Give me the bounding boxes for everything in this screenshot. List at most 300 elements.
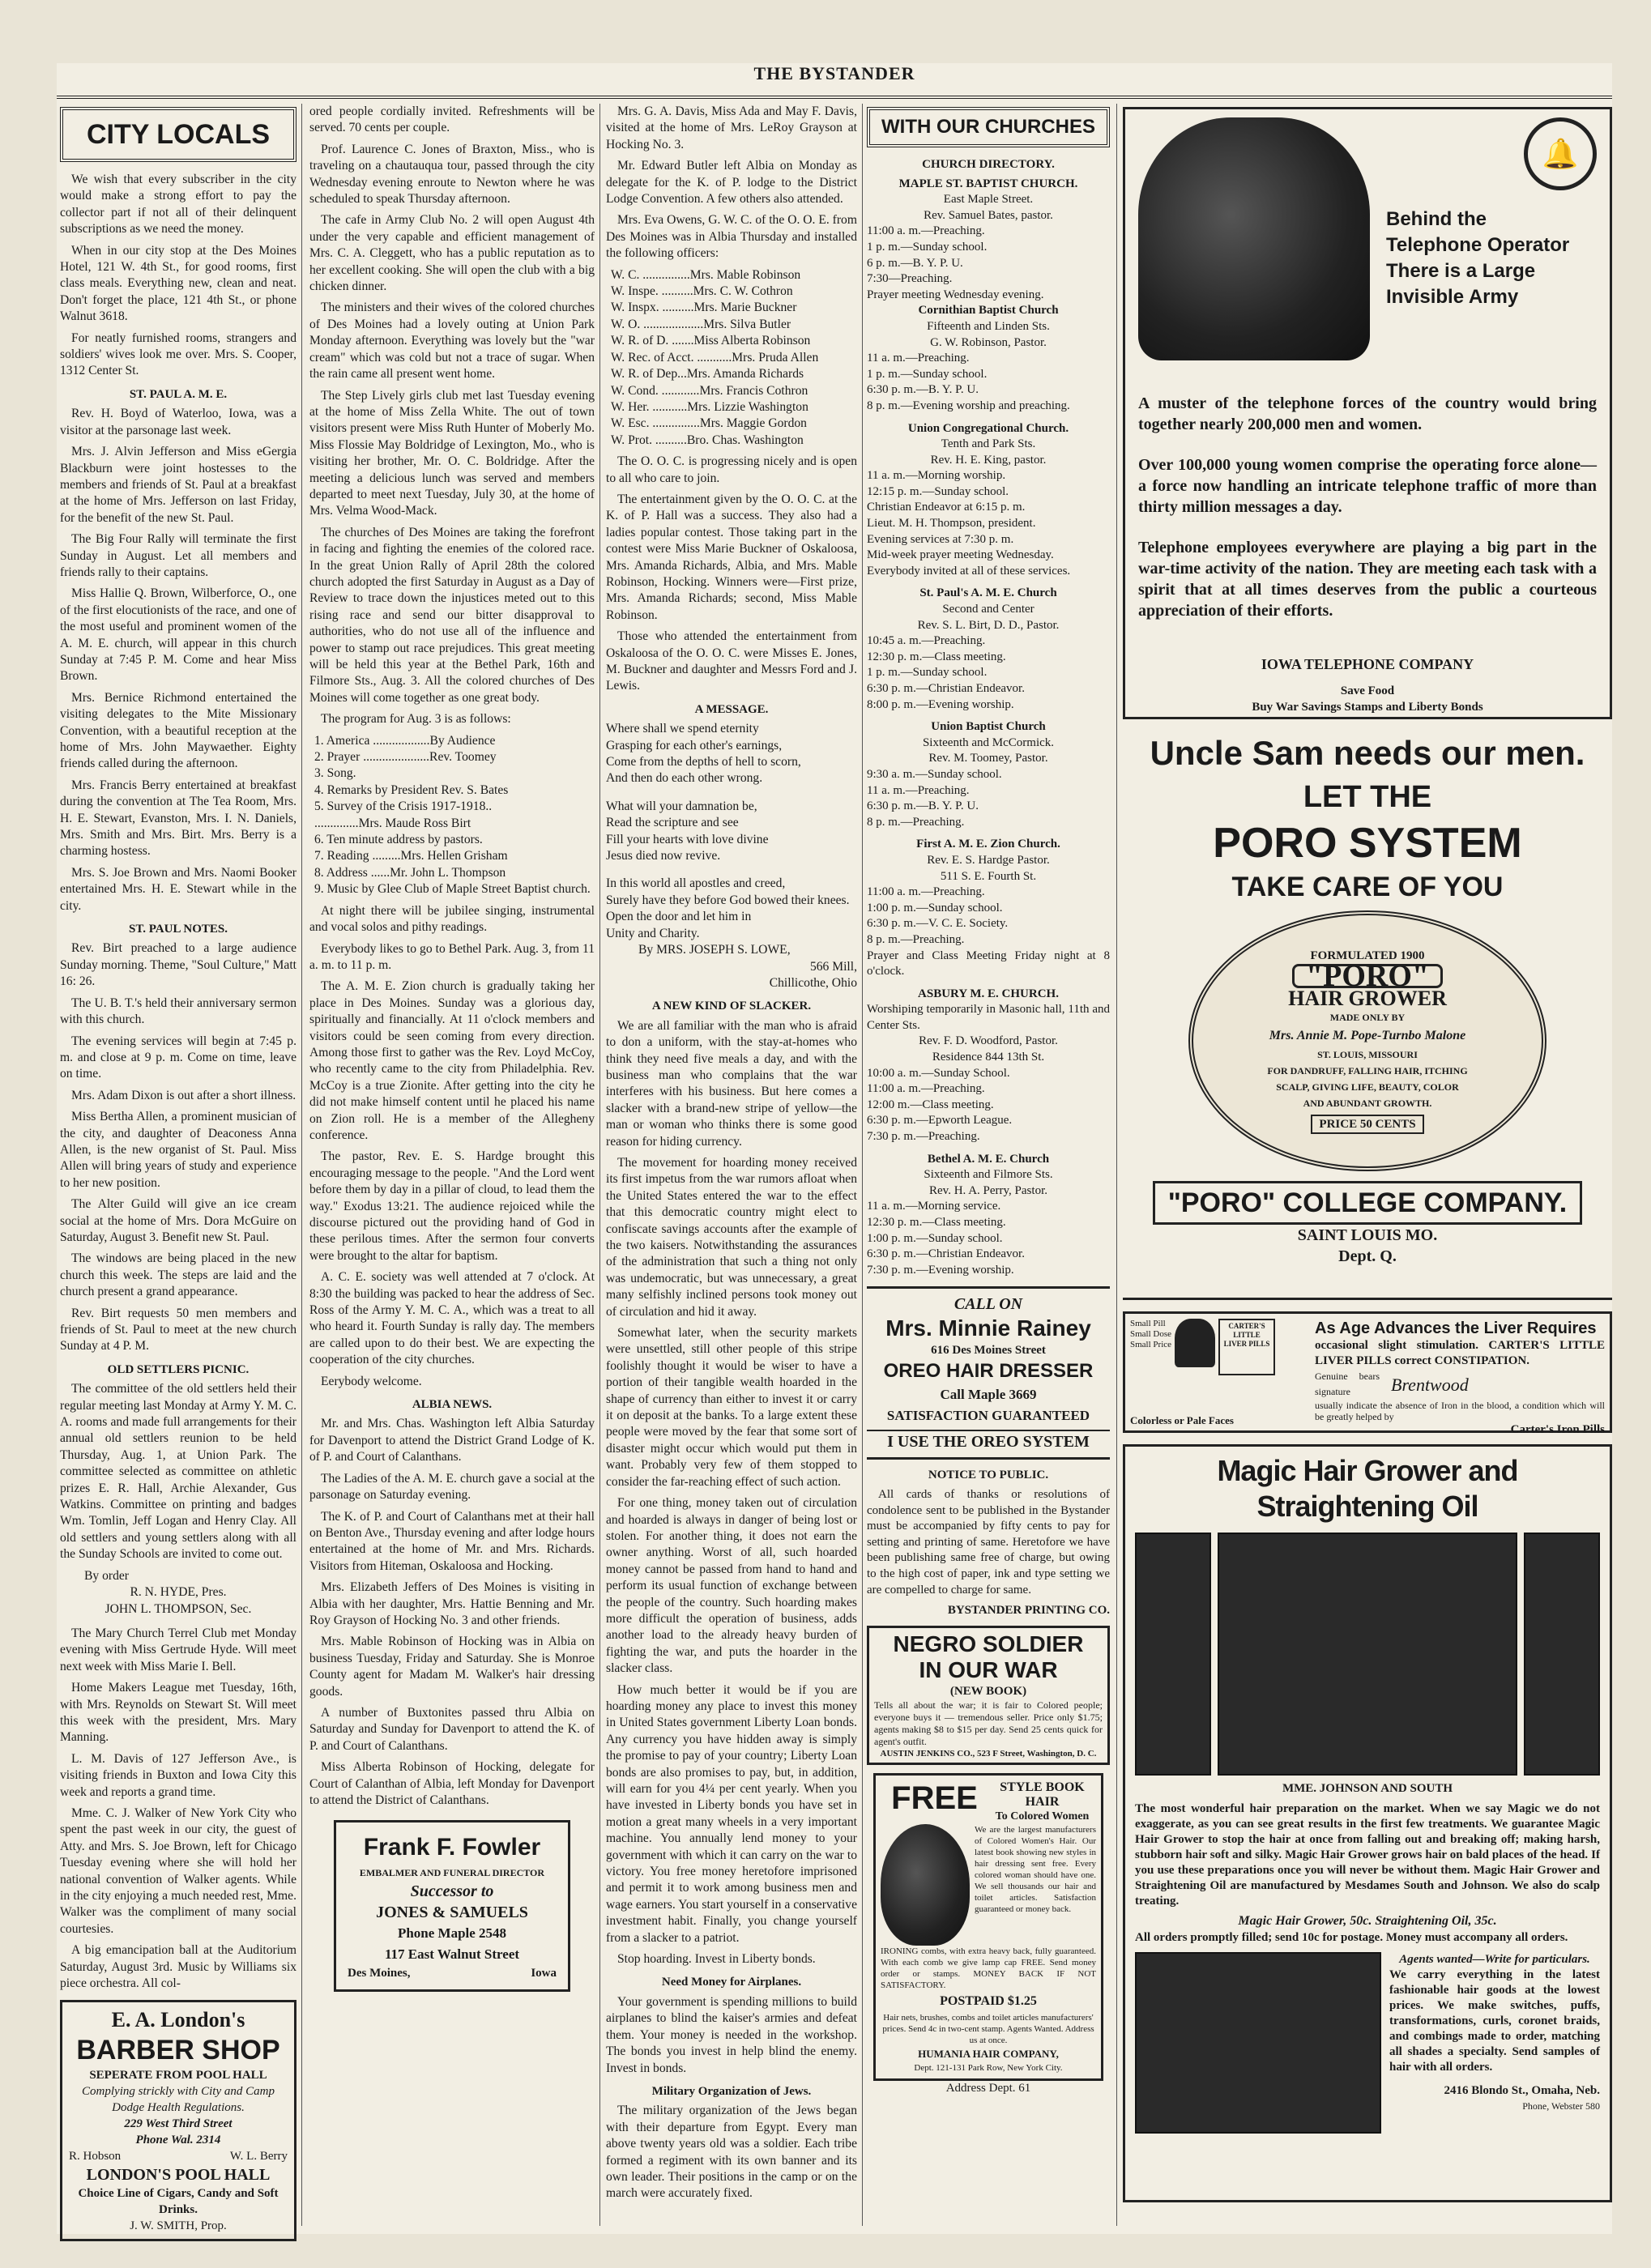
column-3 — [606, 104, 857, 2226]
church-service: 6:30 p. m.—B. Y. P. U. — [867, 799, 979, 813]
ad-address: 229 West Third Street — [124, 2117, 233, 2131]
poem-line: And then do each other wrong. — [606, 771, 763, 786]
telephone-operator-illustration-icon — [1138, 117, 1370, 360]
ad-header — [881, 1780, 1096, 1824]
church-name: MAPLE ST. BAPTIST CHURCH. — [898, 177, 1078, 190]
paragraph: The O. O. C. is progressing nicely and is open to all who care to join. — [606, 454, 857, 485]
column-2 — [309, 104, 595, 2226]
church-service: 11 a. m.—Preaching. — [867, 783, 970, 797]
section-heading: Need Money for Airplanes. — [661, 1976, 802, 1989]
church-service: 10:45 a. m.—Preaching. — [867, 634, 986, 648]
ad-dept: Dept. Q. — [1338, 1247, 1397, 1265]
ad-phone: Call Maple 3669 — [940, 1387, 1037, 1403]
ad-headline-line: Invisible Army — [1386, 286, 1519, 308]
ad-iron: Carter's Iron Pills — [1510, 1423, 1605, 1436]
paragraph: The Step Lively girls club met last Tuesday evening at the home of Miss Zella White. The out of town visitors present were Miss Ruth Hunter of Moberly Mo. Miss Flossie May Boldridge of Lexington, Mo., who is visiting her brother, Mr. O. C. Boldridge. After the meeting a delicious lunch was served and members departed to meet next Tuesday, July 30, at the home of Mrs. Velma Wood-Mack. — [309, 388, 595, 518]
church-name: Union Congregational Church. — [907, 421, 1069, 435]
ad-text: occasional slight stimulation. CARTER'S LITTLE LIVER PILLS correct CONSTIPATION. — [1315, 1339, 1605, 1367]
ad-text: IRONING combs, with extra heavy back, fully guaranteed. With each comb we give lamp cap FREE. Send money order or stamps. MONEY BACK IF NOT SATISFACTORY. — [881, 1946, 1096, 1990]
ad-names-row — [69, 2148, 288, 2164]
ad-pool: LONDON'S POOL HALL — [86, 2166, 271, 2185]
poem-author: By MRS. JOSEPH S. LOWE, — [638, 943, 791, 957]
section-heading: A NEW KIND OF SLACKER. — [651, 1000, 812, 1013]
church-pastor: G. W. Robinson, Pastor. — [930, 335, 1047, 349]
notice-signature: BYSTANDER PRINTING CO. — [947, 1604, 1110, 1618]
officer-item: W. Prot. ..........Bro. Chas. Washington — [611, 433, 804, 447]
church-service: Worshiping temporarily in Masonic hall, 11th and Center Sts. — [867, 1003, 1110, 1032]
ad-name-right: W. L. Berry — [229, 2150, 288, 2164]
poem-line: Where shall we spend eternity — [606, 722, 759, 736]
church-service: 6:30 p. m.—V. C. E. Society. — [867, 917, 1009, 931]
paragraph: Miss Hallie Q. Brown, Wilberforce, O., one of the first elocutionists of the race, and one of the most useful and prominent women of the A. M. E. church, will appear in this church Sunday at 7:45 P. M. Come and hear Miss Brown. — [60, 586, 296, 684]
hair-illustration-icon — [881, 1824, 970, 1946]
ad-text: Complying strickly with City and Camp Dodge Health Regulations. — [82, 2085, 275, 2115]
church-entry — [867, 177, 1110, 304]
church-address: 511 S. E. Fourth St. — [940, 869, 1037, 883]
paragraph: Somewhat later, when the security markets were unsettled, still other people of this stripe foolishly thought it would be wiser to have a portion of their tangible wealth hoarded in the shape of currency than either to invest it or carry it on deposit at the banks. To a large extent these people were moved by the fear that some sort of disaster might occur which would put them in want. Probably very few of them stopped to consider the far-reaching effect of such action. — [606, 1326, 857, 1489]
ad-dept: Address Dept. 61 — [945, 2081, 1031, 2095]
negro-soldier-ad — [867, 1626, 1110, 1765]
column-1 — [60, 104, 296, 2233]
ad-buy: Buy War Savings Stamps and Liberty Bonds — [1252, 701, 1483, 714]
ad-style — [988, 1780, 1096, 1824]
officer-item: W. Her. ...........Mrs. Lizzie Washington — [611, 399, 808, 414]
paragraph: Mrs. Adam Dixon is out after a short illness. — [71, 1088, 296, 1102]
ad-top — [1138, 117, 1597, 369]
paragraph: Mrs. S. Joe Brown and Mrs. Naomi Booker entertained Mrs. H. E. Stewart while in the city. — [60, 865, 296, 913]
church-service: 11 a. m.—Preaching. — [867, 352, 970, 365]
church-service: 6:30 p. m.—Christian Endeavor. — [867, 1247, 1025, 1261]
paragraph: ored people cordially invited. Refreshments will be served. 70 cents per couple. — [309, 104, 595, 135]
directory-heading: CHURCH DIRECTORY. — [922, 158, 1055, 171]
ad-price: Magic Hair Grower, 50c. Straightening Oil, 35c. — [1238, 1914, 1497, 1928]
paragraph: Those who attended the entertainment from Oskaloosa of the O. O. C. were Misses E. Jones, M. Buckner and daughter and Messrs Ford and J. Lewis. — [606, 629, 857, 693]
program-item: 8. Address ......Mr. John L. Thompson — [314, 865, 506, 880]
poem — [606, 721, 857, 991]
officer-item: W. Inspx. ..........Mrs. Marie Buckner — [611, 301, 797, 315]
church-entry — [867, 1152, 1110, 1279]
ad-use: I USE THE OREO SYSTEM — [867, 1430, 1110, 1452]
paragraph: The A. M. E. Zion church is gradually taking her place in Des Moines. Sunday was a glorious day, spiritually and financially. At 11 o'clock members and visitors could be seen coming from every direction. Among those first to gather was the Rev. Loyd McCoy, who recently came to the city from Philadelphia. Rev. McCoy is a true Zionite. After getting into the city he did not make himself content until he placed his name on Zion roll. He is a member of the Allegheny conference. — [309, 979, 595, 1142]
church-service: 1:00 p. m.—Sunday school. — [867, 1231, 1003, 1245]
program-item: 5. Survey of the Crisis 1917-1918.. — [314, 799, 493, 814]
church-service: 1:00 p. m.—Sunday school. — [867, 901, 1003, 914]
ad-photos — [1135, 1533, 1600, 1776]
ad-state: Iowa — [531, 1967, 557, 1980]
ad-address: 2416 Blondo St., Omaha, Neb. — [1444, 2084, 1600, 2097]
ad-city-row — [348, 1965, 557, 1981]
program-item: 6. Ten minute address by pastors. — [314, 833, 483, 847]
column-4 — [867, 104, 1110, 2226]
poem-line: Jesus died now revive. — [606, 849, 721, 863]
ad-headline-line: There is a Large — [1386, 260, 1536, 282]
poem-address: 566 Mill, — [809, 959, 857, 974]
poem-address: Chillicothe, Ohio — [769, 975, 857, 990]
poem-line: What will your damnation be, — [606, 799, 757, 813]
paragraph: Mrs. Bernice Richmond entertained the visiting delegates to the Mite Missionary Convention, with a beautiful reception at the home of Mrs. John Maywaether. Eighty friends called during the afternoon. — [60, 690, 296, 771]
ad-sat: SATISFACTION GUARANTEED — [886, 1408, 1090, 1424]
seal-text: FOR DANDRUFF, FALLING HAIR, ITCHING — [1267, 1065, 1468, 1077]
ad-firm: JONES & SAMUELS — [376, 1904, 528, 1922]
church-service: 6:30 p. m.—Christian Endeavor. — [867, 682, 1025, 695]
church-service: 12:15 p. m.—Sunday school. — [867, 484, 1009, 498]
ad-headline: As Age Advances the Liver Requires — [1315, 1319, 1597, 1337]
church-name: First A. M. E. Zion Church. — [916, 838, 1060, 851]
church-entry — [867, 303, 1110, 414]
paragraph: Mrs. Mable Robinson of Hocking was in Albia on business Tuesday, Friday and Saturday. She is Monroe County agent for Madam M. Walker's hair dressing goods. — [309, 1635, 595, 1699]
church-service: Lieut. M. H. Thompson, president. — [867, 517, 1036, 531]
church-service: Prayer meeting Wednesday evening. — [867, 288, 1044, 301]
ad-address: SAINT LOUIS MO. — [1297, 1226, 1438, 1244]
seal-text: Mrs. Annie M. Pope-Turnbo Malone — [1269, 1029, 1466, 1043]
officer-item: W. O. ...................Mrs. Silva Butler — [611, 317, 791, 331]
ad-let: LET THE — [1303, 780, 1432, 814]
church-service: 6:30 p. m.—B. Y. P. U. — [867, 383, 979, 397]
church-name: Union Baptist Church — [931, 720, 1046, 734]
paragraph: The churches of Des Moines are taking the forefront in facing and fighting the enemies of the colored race. In the great Union Rally of April 28th the colored church adopted the first Saturday in August as a Day of Review to trace down the injustices meted out to this rising race and send our bitter disapproval to authorities, who do not use all of the influence and power to stamp out race prejudices. This great meeting will be held this year at the Bethel Park, 16th and Filmore Sts., Aug. 3. All the colored churches of Des Moines will come together as one great body. — [309, 525, 595, 705]
ad-prop: J. W. SMITH, Prop. — [130, 2219, 227, 2233]
paragraph: Mrs. G. A. Davis, Miss Ada and May F. Davis, visited at the home of Mrs. LeRoy Grayson at Hocking No. 3. — [606, 104, 857, 151]
column-5 — [1123, 104, 1612, 2226]
paragraph: Rev. H. Boyd of Waterloo, Iowa, was a visitor at the parsonage last week. — [60, 407, 296, 437]
paragraph: We are all familiar with the man who is afraid to don a uniform, with the stay-at-homes who think they need five meals a day, and with the business man who complains that the war interferes with his business. But here comes a slacker with a brand-new stripe of yellow—the man or woman who thinks there is some good reason for hiding currency. — [606, 1018, 857, 1149]
program-list — [309, 733, 595, 898]
ad-right — [1308, 1319, 1605, 1436]
ad-title: OREO HAIR DRESSER — [883, 1360, 1094, 1383]
officer-item: W. Esc. ...............Mrs. Maggie Gordon — [611, 416, 807, 431]
church-service: 7:30 p. m.—Evening worship. — [867, 1263, 1014, 1277]
church-address: Second and Center — [942, 603, 1035, 616]
paragraph: Mrs. Francis Berry entertained at breakfast during the convention at The Tea Room, Mrs. H. E. Stewart, Evanston, Mrs. I. N. Daniels, Mrs. Smith and Mrs. Birt. Mrs. Berry is a charming hostess. — [60, 778, 296, 859]
program-item: 9. Music by Glee Club of Maple Street Baptist church. — [314, 882, 591, 897]
paragraph: Eerybody welcome. — [321, 1374, 422, 1388]
ad-phone: Phone, Webster 580 — [1522, 2100, 1600, 2112]
officer-item: W. Rec. of Acct. ...........Mrs. Pruda Allen — [611, 350, 819, 364]
church-service: 11:00 a. m.—Preaching. — [867, 885, 985, 899]
paragraph: Mrs. J. Alvin Jefferson and Miss eGergia Blackburn were joint hostesses to the members and friends of St. Paul at a breakfast at the home of Mrs. Jefferson on last Friday, for the benefit of the new St. Paul. — [60, 445, 296, 525]
ad-headline: Uncle Sam needs our men. — [1150, 734, 1585, 772]
seal-name: "PORO" — [1292, 964, 1443, 988]
pill-box-icon: CARTER'S LITTLE LIVER PILLS — [1218, 1319, 1275, 1375]
section-heading: ALBIA NEWS. — [412, 1398, 493, 1412]
churches-heading: WITH OUR CHURCHES — [867, 107, 1110, 147]
poro-ad — [1123, 731, 1612, 1300]
church-pastor: Rev. S. L. Birt, D. D., Pastor. — [917, 618, 1060, 632]
poro-hair-grower-seal — [1188, 910, 1546, 1171]
paragraph: A big emancipation ball at the Auditorium Saturday, August 3rd. Music by Williams six piece orchestra. All col- — [60, 1943, 296, 1991]
ad-text: Tells all about the war; it is fair to Colored people; everyone buys it — tremendous seller. Price only $1.75; agents making $8 to $15 per day. Send 25 cents quick for agent's outfit. — [874, 1699, 1103, 1747]
church-name: ASBURY M. E. CHURCH. — [918, 987, 1059, 1000]
ad-text: The most wonderful hair preparation on the market. When we say Magic we do not exaggerate, as you can see great results in the first few treatments. We guarantee Magic Hair Grower to stop the hair at once from falling out and breaking off; making harsh, stubborn hair soft and silky. Magic Hair Grower grows hair on bald places of the head. If you use these preparations once you will never be without them. Magic Hair Grower and Straightening Oil are manufactured by Mesdames South and Johnson. We also do scalp treating. — [1135, 1802, 1600, 1908]
ad-free: FREE — [891, 1780, 978, 1816]
ad-style-line: HAIR — [1025, 1794, 1060, 1809]
church-service: Evening services at 7:30 p. m. — [867, 532, 1014, 546]
ad-colorless: Colorless or Pale Faces — [1130, 1414, 1234, 1426]
church-pastor: Rev. M. Toomey, Pastor. — [928, 752, 1048, 765]
ad-text: We carry everything in the latest fashionable hair goods at the lowest prices. We make switches, puffs, transformations, curls, coronet braids, and combings made to order, matching all shades a specialty. Send samples of hair with all orders. — [1389, 1968, 1600, 2074]
church-service: 11 a. m.—Morning service. — [867, 1200, 1001, 1213]
church-address: Sixteenth and McCormick. — [922, 735, 1055, 749]
ad-bottom — [1135, 1952, 1600, 2134]
paragraph: We wish that every subscriber in the city would make a strong effort to pay the collector part if not all of their delinquent subscriptions as we need the money. — [60, 173, 296, 237]
paragraph: Everybody likes to go to Bethel Park. Aug. 3, from 11 a. m. to 11 p. m. — [309, 941, 595, 972]
section-heading: NOTICE TO PUBLIC. — [928, 1469, 1049, 1482]
ad-care: TAKE CARE OF YOU — [1231, 872, 1504, 902]
side-photo-icon — [1524, 1533, 1600, 1776]
poem-line: Unity and Charity. — [606, 926, 700, 940]
paragraph: The Mary Church Terrel Club met Monday evening with Miss Gertrude Hyde. Will meet next week with Miss Marie I. Bell. — [60, 1626, 296, 1673]
paragraph: The evening services will begin at 7:45 p. m. and close at 9 p. m. Come on time, leave on time. — [60, 1034, 296, 1081]
ad-style-line: STYLE BOOK — [1000, 1780, 1085, 1794]
church-entry — [867, 586, 1110, 713]
paragraph: Home Makers League met Tuesday, 16th, with Mrs. Reynolds on Stewart St. Will meet this week with the president, Mrs. Mary Manning. — [60, 1681, 296, 1745]
church-entry — [867, 837, 1110, 979]
ad-orders: All orders promptly filled; send 10c for postage. Money must accompany all orders. — [1135, 1931, 1568, 1944]
program-item: 1. America ..................By Audience — [314, 733, 496, 748]
church-address: Fifteenth and Linden Sts. — [927, 319, 1050, 333]
ad-text: A muster of the telephone forces of the country would bring together nearly 200,000 men and women. — [1138, 394, 1597, 433]
officer-item: W. R. of Dep...Mrs. Amanda Richards — [611, 367, 804, 382]
church-address: East Maple Street. — [943, 193, 1034, 207]
ad-sub: EMBALMER AND FUNERAL DIRECTOR — [359, 1867, 545, 1879]
seal-text: HAIR GROWER — [1288, 987, 1447, 1011]
crow-icon — [1175, 1319, 1215, 1367]
program-item: 2. Prayer .....................Rev. Toomey — [314, 750, 497, 765]
masthead: THE BYSTANDER — [57, 63, 1612, 99]
church-service: Residence 844 13th St. — [932, 1051, 1045, 1064]
signature-line: R. N. HYDE, Pres. — [130, 1585, 227, 1600]
officer-item: W. C. ...............Mrs. Mable Robinson — [611, 267, 801, 282]
ad-phone: Phone Maple 2548 — [397, 1925, 507, 1942]
ad-sub: (NEW BOOK) — [949, 1684, 1027, 1698]
seal-text: SCALP, GIVING LIFE, BEAUTY, COLOR — [1276, 1081, 1459, 1094]
program-item: 3. Song. — [314, 766, 356, 781]
paragraph: A. C. E. society was well attended at 7 o'clock. At 8:30 the building was packed to hear the address of Sec. Ross of the Army Y. M. C. A., which was a treat to all who heard it. Fourth Sunday is rally day. The members are called upon to do their best. We are expecting the cooperation of the city churches. — [309, 1270, 595, 1367]
paragraph: When in our city stop at the Des Moines Hotel, 121 W. 4th St., for good rooms, first class meals. Everything new, clean and neat. Don't forget the place, 121 4th St., or phone Walnut 3618. — [60, 243, 296, 324]
city-locals-heading: CITY LOCALS — [60, 107, 296, 162]
carters-pills-ad — [1123, 1311, 1612, 1436]
church-entry — [867, 421, 1110, 580]
church-entry — [867, 719, 1110, 830]
ad-small-line: Small Pill — [1130, 1319, 1166, 1328]
church-address: Tenth and Park Sts. — [941, 437, 1036, 451]
paragraph: The Ladies of the A. M. E. church gave a social at the parsonage on Saturday evening. — [309, 1471, 595, 1503]
ad-title: Magic Hair Grower and Straightening Oil — [1217, 1454, 1518, 1523]
ad-text: Successor to — [410, 1882, 494, 1901]
paragraph: The ministers and their wives of the colored churches of Des Moines had a lovely outing at Union Park Monday afternoon. Everything was lovely but the "war cream" which was cold but not a trace of sugar. When the rain came all present went home. — [309, 301, 595, 382]
church-service: 1 p. m.—Sunday school. — [867, 666, 988, 680]
paragraph: A number of Buxtonites passed thru Albia on Saturday and Sunday for Davenport to attend the K. of P. and Court of Calanthans. — [309, 1705, 595, 1753]
church-service: 8 p. m.—Preaching. — [867, 932, 965, 946]
church-service: 10:00 a. m.—Sunday School. — [867, 1066, 1010, 1080]
poem-line: Surely have they before God bowed their knees. — [606, 893, 850, 907]
church-service: Everybody invited at all of these services. — [867, 564, 1071, 578]
ad-name: E. A. London's — [111, 2008, 245, 2032]
signature-line: By order — [84, 1568, 129, 1583]
church-pastor: Rev. H. E. King, pastor. — [930, 453, 1047, 467]
ad-name-left: R. Hobson — [69, 2150, 122, 2164]
officer-item: W. R. of D. .......Miss Alberta Robinson — [611, 334, 811, 348]
column-rule — [599, 104, 600, 2226]
church-service: Christian Endeavor at 6:15 p. m. — [867, 501, 1026, 514]
poem-line: In this world all apostles and creed, — [606, 876, 786, 891]
paragraph: Mr. Edward Butler left Albia on Monday as delegate for the K. of P. lodge to the District Lodge Convention. A few others also attended. — [606, 159, 857, 207]
paragraph: For neatly furnished rooms, strangers and soldiers' wives look me over. Mrs. S. Cooper, 1312 Center St. — [60, 330, 296, 378]
paragraph: Mme. C. J. Walker of New York City who spent the past week in our city, the guest of Atty. and Mrs. S. Joe Brown, left for Chicago Tuesday evening where she will hold her national convention of Walker agents. While in the city enjoying a much needed rest, Mme. Walker was the compliment of many social courtesies. — [60, 1805, 296, 1936]
ad-phone: Phone Wal. 2314 — [135, 2134, 221, 2147]
ad-small-line: Small Price — [1130, 1340, 1172, 1349]
ad-title: IN OUR WAR — [919, 1656, 1058, 1682]
paragraph: The committee of the old settlers held their regular meeting last Monday at Army Y. M. C. A. rooms and made full arrangements for their annual old settlers reunion to be held Thursday, Aug. 1, at Union Park. The committee selected as committee on athletic prizes E. R. Hall, Archie Alexander, Gus Watkins. Committee on printing and badges Wm. Tomlin, Jeff Logan and Henry Clay. All old settlers and young settlers along with all the Sunday Schools are invited to come out. — [60, 1382, 296, 1562]
church-name: Cornithian Baptist Church — [918, 304, 1059, 318]
side-photo-icon — [1135, 1533, 1211, 1776]
signature-line: JOHN L. THOMPSON, Sec. — [105, 1601, 252, 1616]
column-rule — [862, 104, 863, 2226]
ad-text: We are the largest manufacturers of Colored Women's Hair. Our latest book showing new styles in hair dressing sent free. Every colored woman should have one. We sell thousands our hair and toilet articles. Satisfaction guaranteed or money back. — [975, 1824, 1096, 1914]
barber-shop-ad — [60, 2000, 296, 2241]
officers-list — [606, 267, 857, 449]
ad-price: POSTPAID $1.25 — [940, 1993, 1037, 2008]
hair-goods-photo-icon — [1135, 1952, 1381, 2134]
ad-left — [1130, 1319, 1308, 1426]
paragraph: The cafe in Army Club No. 2 will open August 4th under the very capable and efficient management of Mrs. C. A. Cleggett, who has a public reputation as to her excellent cooking. She will open the club with a big chicken dinner. — [309, 213, 595, 294]
paragraph: The Alter Guild will give an ice cream social at the home of Mrs. Dora McGuire on Saturday, August 3. Benefit new St. Paul. — [60, 1197, 296, 1244]
paragraph: L. M. Davis of 127 Jefferson Ave., is visiting friends in Buxton and Iowa City this week and reports a grand time. — [60, 1751, 296, 1799]
paragraph: The pastor, Rev. E. S. Hardge brought this encouraging message to the people. "And the Lord went before them by day in a pillar of cloud, to lead them the way." Exodus 13:21. The audience rejoiced while the discourse pictured out the providing hand of God in these perilous times. After the sermon four converts were brought to the altar for baptism. — [309, 1149, 595, 1263]
poem-line: Fill your hearts with love divine — [606, 832, 769, 846]
ad-signature-row — [1315, 1369, 1605, 1400]
officer-item: W. Inspe. ..........Mrs. C. W. Cothron — [611, 284, 793, 299]
poem-line — [606, 787, 857, 799]
portrait-photo-icon — [1218, 1533, 1517, 1776]
paragraph: The entertainment given by the O. O. C. at the K. of P. Hall was a success. They also had a ladies popular contest. Those taking part in the contest were Miss Marie Buckner of Oskaloosa, Mrs. Amanda Richards, Albia, and Mrs. Mable Robinson, Hocking. Winners were—First prize, Mrs. Amanda Richards; second, Miss Mable Robinson. — [606, 492, 857, 622]
paragraph: The U. B. T.'s held their anniversary sermon with this church. — [60, 995, 296, 1027]
seal-text: ST. LOUIS, MISSOURI — [1317, 1049, 1418, 1061]
ad-text: Choice Line of Cigars, Candy and Soft Drinks. — [78, 2187, 279, 2217]
ad-headline — [1370, 117, 1597, 369]
poem-line: Come from the depths of hell to scorn, — [606, 755, 801, 770]
ad-text: Telephone employees everywhere are playing a big part in the war-time activity of the nation. They are meeting each task with a spirit that at all times deserves from the public a courteous appreciation of their efforts. — [1138, 539, 1597, 620]
church-name: Bethel A. M. E. Church — [927, 1152, 1050, 1166]
seal-text: FORMULATED 1900 — [1310, 949, 1425, 962]
iowa-telephone-ad — [1123, 107, 1612, 719]
paragraph: Stop hoarding. Invest in Liberty bonds. — [617, 1952, 816, 1967]
church-pastor: Rev. Samuel Bates, pastor. — [924, 208, 1053, 222]
ad-call: CALL ON — [953, 1295, 1023, 1314]
church-service: Rev. F. D. Woodford, Pastor. — [919, 1034, 1058, 1048]
church-service: 11 a. m.—Morning worship. — [867, 469, 1006, 483]
church-service: 7:30—Preaching. — [867, 272, 953, 286]
ad-company: HUMANIA HAIR COMPANY, — [918, 2047, 1059, 2060]
ad-address: 616 Des Moines Street — [931, 1344, 1046, 1358]
ad-address: AUSTIN JENKINS CO., 523 F Street, Washington, D. C. — [880, 1748, 1097, 1759]
church-service: Prayer and Class Meeting Friday night at 8 o'clock. — [867, 949, 1110, 978]
poem-line: Open the door and let him in — [606, 910, 752, 924]
church-service: 7:30 p. m.—Preaching. — [867, 1130, 980, 1144]
seal-text: MADE ONLY BY — [1329, 1012, 1406, 1024]
program-item: ..............Mrs. Maude Ross Birt — [314, 816, 471, 830]
church-service: 6 p. m.—B. Y. P. U. — [867, 256, 963, 270]
church-service: 12:30 p. m.—Class meeting. — [867, 650, 1006, 663]
church-service: 6:30 p. m.—Epworth League. — [867, 1114, 1013, 1128]
poem-line: Read the scripture and see — [606, 816, 739, 830]
church-service: 12:00 m.—Class meeting. — [867, 1098, 994, 1111]
ad-title: BARBER SHOP — [76, 2035, 280, 2066]
church-service: 11:00 a. m.—Preaching. — [867, 1082, 985, 1096]
ad-left-top — [1130, 1319, 1308, 1375]
paragraph: The military organization of the Jews began with their departure from Egypt. Every man above twenty years old was a soldier. Each tribe formed a regiment with its own banner and its own leader. Their positions in the camp or on the march were accurately fixed. — [606, 2104, 857, 2201]
ad-address: 117 East Walnut Street — [384, 1946, 520, 1963]
ad-style-line: To Colored Women — [995, 1810, 1090, 1823]
ad-genuine: Genuine bears signature — [1315, 1371, 1380, 1397]
ad-college: "PORO" COLLEGE COMPANY. — [1153, 1181, 1583, 1225]
paragraph: How much better it would be if you are hoarding money any place to invest this money in United States government Liberty Loan bonds. Any currency you have hidden away is simply the promise to pay of your country; Liberty Loan bonds are also promises to pay, but, in addition, will earn for you 4¼ per cent yearly. When you have invested in Liberty bonds you have set in motion a great many wheels in a very important machine. You annually lend money to your government with which it can carry on the war to victory. You free money heretofore imprisoned and permit it to work among business men and wage earners. You start yourself in a conservative investment habit. Finally, you change yourself from a slacker to a patriot. — [606, 1682, 857, 1945]
church-service: 12:30 p. m.—Class meeting. — [867, 1216, 1006, 1229]
free-style-book-ad — [873, 1773, 1103, 2081]
seal-text: AND ABUNDANT GROWTH. — [1303, 1098, 1432, 1110]
church-entry — [867, 987, 1110, 1145]
church-service: 1 p. m.—Sunday school. — [867, 240, 988, 254]
program-item: 4. Remarks by President Rev. S. Bates — [314, 782, 509, 797]
ad-text: Over 100,000 young women comprise the operating force alone—a force now handling an intricate telephone traffic of more than thirty million messages a day. — [1138, 456, 1597, 516]
church-service: 8 p. m.—Preaching. — [867, 815, 965, 829]
ad-name: Frank F. Fowler — [363, 1834, 541, 1861]
church-service: 9:30 a. m.—Sunday school. — [867, 767, 1002, 781]
paragraph: The program for Aug. 3 is as follows: — [321, 712, 511, 727]
section-heading: ST. PAUL NOTES. — [129, 923, 228, 936]
column-rule — [1116, 104, 1117, 2226]
ad-city: Des Moines, — [348, 1967, 411, 1980]
paragraph: Miss Alberta Robinson of Hocking, delegate for Court of Calanthan of Albia, left Monday for Davenport to attend the District of Calanthans. — [309, 1760, 595, 1807]
paragraph: Rev. Birt preached to a large audience Sunday morning. Theme, "Soul Culture," Matt 16: 26. — [60, 941, 296, 989]
church-pastor: Rev. H. A. Perry, Pastor. — [929, 1183, 1047, 1197]
ad-agents: Agents wanted—Write for particulars. — [1399, 1953, 1590, 1966]
church-pastor: Rev. E. S. Hardge Pastor. — [927, 853, 1050, 867]
poem-line: Grasping for each other's earnings, — [606, 738, 783, 752]
ad-system: PORO SYSTEM — [1213, 820, 1522, 867]
ad-sub: SEPERATE FROM POOL HALL — [89, 2069, 267, 2083]
section-heading: OLD SETTLERS PICNIC. — [107, 1362, 250, 1376]
fowler-funeral-ad — [334, 1820, 570, 1992]
paragraph: Miss Bertha Allen, a prominent musician of the city, and daughter of Deaconess Anna Allen, is the new organist of St. Paul. Miss Allen will bring years of study and experience to her new position. — [60, 1110, 296, 1190]
church-service: 1 p. m.—Sunday school. — [867, 367, 988, 381]
church-name: St. Paul's A. M. E. Church — [919, 586, 1057, 600]
paragraph: Rev. Birt requests 50 men members and friends of St. Paul to meet at the new church Sunday at 4 P. M. — [60, 1306, 296, 1354]
section-heading: Military Organization of Jews. — [651, 2084, 812, 2098]
church-service: 8 p. m.—Evening worship and preaching. — [867, 399, 1070, 412]
paragraph: For one thing, money taken out of circulation and hoarded is always in danger of being lost or stolen. For another thing, it does not earn the owner anything. Worst of all, such hoarded money cannot be passed from hand to hand and perform its usual function of exchange between the people of the country. Such hoarding makes more difficult the operation of business, adds another load to the already heavy burden of fighting the war, and puts the hoarder in the slacker class. — [606, 1496, 857, 1676]
paragraph: Mr. and Mrs. Chas. Washington left Albia Saturday for Davenport to attend the District Grand Lodge of K. of P. and Court of Calanthans. — [309, 1417, 595, 1464]
paragraph: All cards of thanks or resolutions of condolence sent to be published in the Bystander must be accompanied by fifty cents to pay for setting and printing of same. Heretofore we have been publishing same free of charge, but owing to the high cost of paper, ink and type setting we are compelled to charge for same. — [867, 1487, 1110, 1597]
ad-address: Dept. 121-131 Park Row, New York City. — [914, 2062, 1063, 2073]
poem-line — [606, 864, 857, 876]
ad-bottom-text — [1389, 1952, 1600, 2134]
church-service: 11:00 a. m.—Preaching. — [867, 224, 985, 238]
paragraph: The movement for hoarding money received its first impetus from the war rumors afloat when the United States entered the war to the effect that this democratic country might elect to confiscate savings accounts after the example of the two kaisers. Notwithstanding the assurances of the administration that such a thing not only was undemocratic, but was unnecessary, a great many selfishly inclined persons took money out of circulation and hid it away. — [606, 1155, 857, 1319]
officer-item: W. Cond. ............Mrs. Francis Cothron — [611, 383, 808, 398]
rainey-ad — [867, 1286, 1110, 1460]
ad-text: Hair nets, brushes, combs and toilet articles manufacturers' prices. Send 4c in two-cent stamp. Agents Wanted. Address us at once. — [882, 2012, 1094, 2045]
church-service: Mid-week prayer meeting Wednesday. — [867, 548, 1054, 562]
ad-caption: MME. JOHNSON AND SOUTH — [1282, 1782, 1453, 1795]
paragraph: Your government is spending millions to build airplanes to blind the kaiser's armies and defeat them. Your money is needed in the workshop. The bonds you invest in help blind the enemy. Invest in bonds. — [606, 1994, 857, 2075]
ad-signature: Brentwood — [1391, 1374, 1469, 1395]
paragraph: The Big Four Rally will terminate the first Sunday in August. Let all members and friends rally to their captains. — [60, 532, 296, 579]
section-heading: ST. PAUL A. M. E. — [129, 387, 228, 401]
column-rule — [301, 104, 302, 2226]
newspaper-page — [57, 63, 1612, 2234]
paragraph: Mrs. Eva Owens, G. W. C. of the O. O. E. from Des Moines was in Albia Thursday and installed the following officers: — [606, 213, 857, 261]
